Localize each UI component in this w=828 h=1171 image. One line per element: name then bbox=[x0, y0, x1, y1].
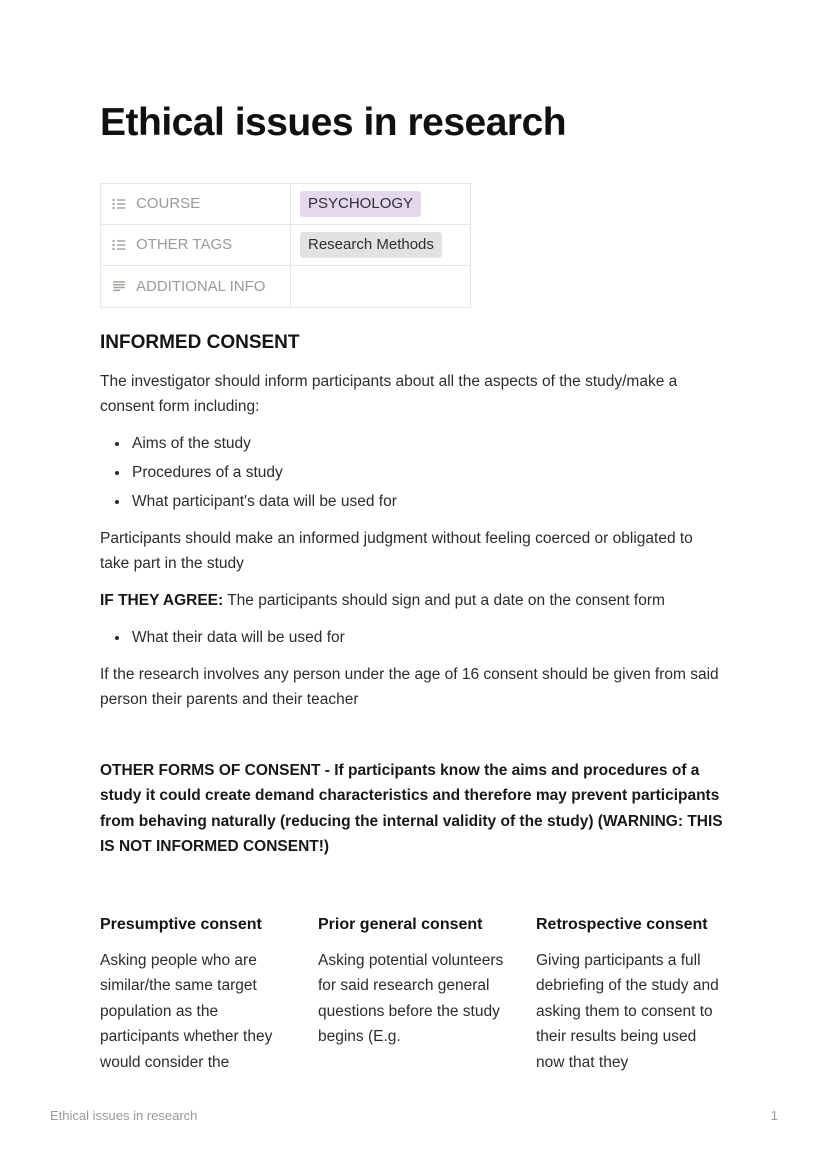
list-item: • What participant's data will be used for bbox=[130, 489, 724, 514]
column-heading: Prior general consent bbox=[318, 915, 483, 933]
property-value-cell bbox=[291, 266, 470, 307]
column-heading: Presumptive consent bbox=[100, 915, 262, 933]
paragraph-under-16: If the research involves any person under the age of 16 consent should be given from said person their parents and their teacher bbox=[100, 665, 719, 708]
column-prior-general-consent bbox=[318, 916, 506, 1076]
if-they-agree-text: The participants should sign and put a date on the consent form bbox=[227, 591, 665, 609]
bulleted-list-icon bbox=[111, 196, 127, 212]
page-title: Ethical issues in research bbox=[100, 101, 567, 144]
list-item: • Procedures of a study bbox=[130, 460, 724, 485]
paragraph-other-forms: OTHER FORMS OF CONSENT - If participants know the aims and procedures of a study it could create demand characteristics and therefore may prevent participants from behaving naturally (reducing the internal validity of the study) (WARNING: THIS IS NOT INFORMED CONSENT!) bbox=[100, 761, 723, 856]
bullet-list-consent-form bbox=[100, 431, 724, 514]
property-label: OTHER TAGS bbox=[136, 236, 233, 254]
paragraph-intro: The investigator should inform participants about all the aspects of the study/make a consent form including: bbox=[100, 372, 678, 415]
if-they-agree-label: IF THEY AGREE: bbox=[100, 591, 224, 609]
property-label-cell bbox=[101, 184, 291, 224]
property-row-other-tags bbox=[101, 225, 470, 266]
properties-table bbox=[100, 183, 471, 308]
bullet-list-agree bbox=[100, 625, 724, 650]
property-label: ADDITIONAL INFO bbox=[136, 277, 266, 295]
column-text: Asking potential volunteers for said research general questions before the study begins (E.g. bbox=[318, 951, 504, 1046]
tag-research-methods: Research Methods bbox=[300, 232, 442, 258]
property-value-cell bbox=[291, 184, 470, 224]
consent-types-columns bbox=[100, 916, 724, 1076]
property-row-course bbox=[101, 184, 470, 225]
column-presumptive-consent bbox=[100, 916, 288, 1076]
column-text: Asking people who are similar/the same target population as the participants whether they would consider the bbox=[100, 951, 273, 1071]
footer-page-number: 1 bbox=[770, 1108, 778, 1123]
property-row-additional-info bbox=[101, 266, 470, 307]
property-label-cell bbox=[101, 266, 291, 307]
property-value-cell bbox=[291, 225, 470, 265]
list-item: • Aims of the study bbox=[130, 431, 724, 456]
column-heading: Retrospective consent bbox=[536, 915, 708, 933]
section-heading-informed-consent: INFORMED CONSENT bbox=[100, 331, 300, 353]
document-content bbox=[100, 100, 724, 1075]
property-label: COURSE bbox=[136, 195, 201, 213]
tag-psychology: PSYCHOLOGY bbox=[300, 191, 421, 217]
footer-document-title: Ethical issues in research bbox=[50, 1108, 198, 1123]
text-lines-icon bbox=[111, 278, 127, 294]
column-text: Giving participants a full debriefing of the study and asking them to consent to their results being used now that they bbox=[536, 951, 719, 1071]
column-retrospective-consent bbox=[536, 916, 724, 1076]
bulleted-list-icon bbox=[111, 237, 127, 253]
page-footer bbox=[50, 1108, 778, 1123]
paragraph-judgment: Participants should make an informed judgment without feeling coerced or obligated to take part in the study bbox=[100, 529, 693, 572]
paragraph-if-they-agree bbox=[100, 588, 724, 613]
list-item: • What their data will be used for bbox=[130, 625, 724, 650]
property-label-cell bbox=[101, 225, 291, 265]
